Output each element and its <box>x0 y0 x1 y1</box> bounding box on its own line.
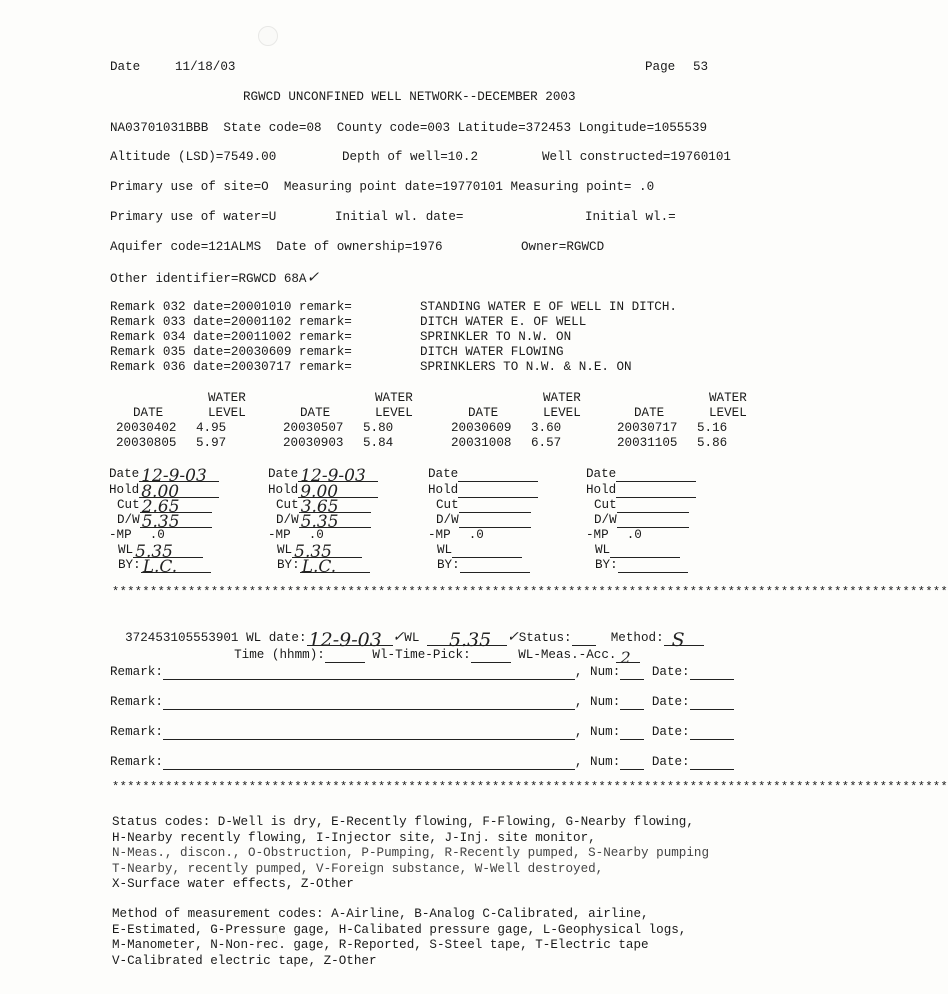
form-row-date <box>268 466 378 486</box>
remark-line: Remark: , Num: Date: <box>110 665 734 680</box>
date-input[interactable] <box>690 665 734 680</box>
column-header-level: LEVEL <box>709 406 747 420</box>
remark-line: Remark: , Num: Date: <box>110 755 734 770</box>
level-value: 5.80 <box>363 421 394 435</box>
level-date: 20030507 <box>283 421 344 435</box>
form-handwritten-hold: 9.00 <box>300 482 339 502</box>
form-row-date <box>586 467 696 482</box>
time-label: Time (hhmm): <box>234 648 325 662</box>
column-header-level: LEVEL <box>543 406 581 420</box>
date-label: Date: <box>651 725 690 739</box>
form-field-hold[interactable] <box>298 482 378 502</box>
form-row-dw <box>436 513 531 528</box>
form-mp-value: .0 <box>468 528 484 542</box>
form-field-hold[interactable] <box>616 483 696 498</box>
form-field-date[interactable] <box>458 467 538 482</box>
form-field-dw[interactable] <box>459 513 531 528</box>
form-row-dw <box>117 512 212 532</box>
form-label-hold: Hold <box>428 483 459 497</box>
method-code-line: Method of measurement codes: A-Airline, B-Analog C-Calibrated, airline, <box>112 907 649 921</box>
form-field-hold[interactable] <box>139 482 219 502</box>
check-mark: ✓ <box>392 629 405 645</box>
form-label-mp: -MP <box>268 528 291 542</box>
site-line-1: NA03701031BBB State code=08 County code=003 Latitude=372453 Longitude=1055539 <box>110 121 708 135</box>
check-mark: ✓ <box>306 268 320 286</box>
level-value: 5.84 <box>363 436 394 450</box>
header-page-label: Page <box>645 60 676 74</box>
form-label-wl: WL <box>118 543 134 557</box>
form-field-by[interactable] <box>460 558 530 573</box>
form-field-date[interactable] <box>139 466 219 486</box>
level-date: 20030805 <box>116 436 177 450</box>
status-code-line: X-Surface water effects, Z-Other <box>112 877 354 891</box>
remark-label: Remark: <box>110 755 163 769</box>
form-row-wl <box>437 543 522 558</box>
form-label-mp: -MP <box>109 528 132 542</box>
site-owner: Owner=RGWCD <box>521 240 605 254</box>
form-field-date[interactable] <box>616 467 696 482</box>
acc-handwritten: 2 <box>620 648 631 667</box>
status-code-line: T-Nearby, recently pumped, V-Foreign substance, W-Well destroyed, <box>112 861 604 876</box>
form-label-dw: D/W <box>594 513 617 527</box>
form-row-wl <box>277 542 362 562</box>
form-field-cut[interactable] <box>299 497 371 517</box>
num-input[interactable] <box>620 665 644 680</box>
column-header-water: WATER <box>208 391 246 405</box>
level-value: 5.16 <box>697 421 728 435</box>
remark-text: STANDING WATER E OF WELL IN DITCH. <box>420 300 677 314</box>
column-header-date: DATE <box>133 406 164 420</box>
remark-label: Remark: <box>110 665 163 679</box>
form-row-date <box>428 467 538 482</box>
remark-entry: Remark 035 date=20030609 remark= <box>110 345 352 359</box>
column-header-date: DATE <box>300 406 331 420</box>
remark-label: Remark: <box>110 725 163 739</box>
form-field-wl[interactable] <box>610 543 680 558</box>
form-handwritten-by: L.C. <box>301 557 337 577</box>
remark-text: DITCH WATER FLOWING <box>420 345 564 359</box>
form-field-cut[interactable] <box>140 497 212 517</box>
level-date: 20030402 <box>116 421 177 435</box>
acc-field[interactable] <box>616 648 640 667</box>
status-code-line: N-Meas., discon., O-Obstruction, P-Pumping, R-Recently pumped, S-Nearby pumping <box>112 846 710 860</box>
form-handwritten-cut: 3.65 <box>300 497 339 517</box>
form-row-by <box>595 558 688 573</box>
remark-text: DITCH WATER E. OF WELL <box>420 315 587 329</box>
column-header-date: DATE <box>468 406 499 420</box>
form-row-wl <box>118 542 203 562</box>
level-date: 20031008 <box>451 436 512 450</box>
column-header-water: WATER <box>709 391 747 405</box>
form-field-dw[interactable] <box>617 513 689 528</box>
form-row-dw <box>276 512 371 532</box>
form-mp-value: .0 <box>308 528 324 542</box>
remark-entry: Remark 034 date=20011002 remark= <box>110 330 352 344</box>
site-primary-use: Primary use of site=O Measuring point date=19770101 Measuring point= .0 <box>110 180 655 194</box>
form-label-date: Date <box>428 467 459 481</box>
num-label: Num: <box>590 725 621 739</box>
time-pick-label: Wl-Time-Pick: <box>372 648 471 662</box>
date-input[interactable] <box>690 725 734 740</box>
form-row-mp <box>428 528 484 543</box>
level-value: 4.95 <box>196 421 227 435</box>
remark-line: Remark: , Num: Date: <box>110 725 734 740</box>
form-label-hold: Hold <box>109 483 140 497</box>
form-field-wl[interactable] <box>452 543 522 558</box>
form-label-wl: WL <box>595 543 611 557</box>
form-mp-value: .0 <box>149 528 165 542</box>
form-handwritten-dw: 5.35 <box>300 512 339 532</box>
remark-entry: Remark 033 date=20001102 remark= <box>110 315 352 329</box>
form-row-mp <box>268 528 324 543</box>
separator-stars: ************************************************************************************************************** <box>112 780 948 794</box>
num-label: Num: <box>590 695 621 709</box>
form-field-dw[interactable] <box>140 512 212 532</box>
form-label-dw: D/W <box>117 513 140 527</box>
remark-entry: Remark 032 date=20001010 remark= <box>110 300 352 314</box>
remark-input[interactable] <box>163 695 575 710</box>
form-label-date: Date <box>109 467 140 481</box>
form-label-cut: Cut <box>594 498 617 512</box>
wl-label: WL <box>404 631 420 645</box>
form-row-hold <box>268 482 378 502</box>
site-other-id <box>110 270 319 287</box>
form-row-cut <box>436 498 531 513</box>
check-mark: ✓ <box>506 629 519 645</box>
form-field-by[interactable] <box>141 557 211 577</box>
form-row-hold <box>428 483 538 498</box>
form-field-dw[interactable] <box>299 512 371 532</box>
page-title: RGWCD UNCONFINED WELL NETWORK--DECEMBER 2003 <box>243 90 576 104</box>
header-date-label: Date <box>110 60 141 74</box>
site-depth: Depth of well=10.2 <box>342 150 479 164</box>
remark-line: Remark: , Num: Date: <box>110 695 734 710</box>
date-label: Date: <box>651 695 690 709</box>
method-code-line: E-Estimated, G-Pressure gage, H-Calibated pressure gage, L-Geophysical logs, <box>112 922 687 937</box>
num-input[interactable] <box>620 725 644 740</box>
wl-date-handwritten: 12-9-03 <box>308 629 382 651</box>
site-initial-date: Initial wl. date= <box>335 210 464 224</box>
remark-entry: Remark 036 date=20030717 remark= <box>110 360 352 374</box>
form-field-cut[interactable] <box>617 498 689 513</box>
form-label-wl: WL <box>437 543 453 557</box>
num-label: Num: <box>590 665 621 679</box>
form-field-wl[interactable] <box>133 542 203 562</box>
wl-handwritten: 5.35 <box>448 629 492 651</box>
site-altitude: Altitude (LSD)=7549.00 <box>110 150 277 164</box>
form-label-date: Date <box>586 467 617 481</box>
column-header-date: DATE <box>634 406 665 420</box>
form-handwritten-date: 12-9-03 <box>141 466 207 486</box>
method-code-line: M-Manometer, N-Non-rec. gage, R-Reported, S-Steel tape, T-Electric tape <box>112 938 649 952</box>
remark-label: Remark: <box>110 695 163 709</box>
site-aquifer: Aquifer code=121ALMS Date of ownership=1976 <box>110 240 443 254</box>
status-code-line: Status codes: D-Well is dry, E-Recently flowing, F-Flowing, G-Nearby flowing, <box>112 815 694 829</box>
form-row-by <box>118 557 211 577</box>
num-label: Num: <box>590 755 621 769</box>
wl-date-label: WL date: <box>246 631 307 645</box>
form-row-wl <box>595 543 680 558</box>
date-label: Date: <box>651 665 690 679</box>
header-page-value: 53 <box>693 60 709 74</box>
remark-text: SPRINKLER TO N.W. ON <box>420 330 572 344</box>
form-handwritten-dw: 5.35 <box>141 512 180 532</box>
num-input[interactable] <box>620 695 644 710</box>
level-date: 20030609 <box>451 421 512 435</box>
form-label-mp: -MP <box>428 528 451 542</box>
punch-hole <box>258 26 278 46</box>
level-value: 5.97 <box>196 436 227 450</box>
site-constructed: Well constructed=19760101 <box>542 150 731 164</box>
form-handwritten-cut: 2.65 <box>141 497 180 517</box>
form-field-wl[interactable] <box>292 542 362 562</box>
form-label-wl: WL <box>277 543 293 557</box>
level-value: 6.57 <box>531 436 562 450</box>
form-row-by <box>277 557 370 577</box>
form-row-mp <box>109 528 165 543</box>
status-label: Status: <box>518 631 572 645</box>
site-water-use: Primary use of water=U <box>110 210 277 224</box>
form-field-by[interactable] <box>618 558 688 573</box>
form-mp-value: .0 <box>626 528 642 542</box>
method-code-line: V-Calibrated electric tape, Z-Other <box>112 953 377 968</box>
acc-label: WL-Meas.-Acc. <box>518 648 617 662</box>
form-label-dw: D/W <box>276 513 299 527</box>
form-row-hold <box>109 482 219 502</box>
form-field-date[interactable] <box>298 466 378 486</box>
form-handwritten-hold: 8.00 <box>141 482 180 502</box>
date-input[interactable] <box>690 695 734 710</box>
form-row-date <box>109 466 219 486</box>
form-label-by: BY: <box>595 558 618 572</box>
level-date: 20031105 <box>617 436 678 450</box>
form-label-hold: Hold <box>586 483 617 497</box>
level-value: 5.86 <box>697 436 728 450</box>
method-handwritten: S <box>671 629 685 651</box>
form-label-by: BY: <box>277 558 300 572</box>
status-code-line: H-Nearby recently flowing, I-Injector site, J-Inj. site monitor, <box>112 830 596 845</box>
form-row-cut <box>594 498 689 513</box>
form-field-hold[interactable] <box>458 483 538 498</box>
level-date: 20030717 <box>617 421 678 435</box>
form-field-cut[interactable] <box>459 498 531 513</box>
column-header-water: WATER <box>375 391 413 405</box>
form-label-cut: Cut <box>276 498 299 512</box>
separator-stars: ************************************************************************************************************** <box>112 585 948 599</box>
form-handwritten-by: L.C. <box>142 557 178 577</box>
method-label: Method: <box>610 631 664 645</box>
date-label: Date: <box>651 755 690 769</box>
header-date-value: 11/18/03 <box>175 60 236 74</box>
num-input[interactable] <box>620 755 644 770</box>
form-row-cut <box>276 497 371 517</box>
form-label-date: Date <box>268 467 299 481</box>
form-row-hold <box>586 483 696 498</box>
other-identifier: Other identifier=RGWCD 68A <box>110 272 307 286</box>
form-label-by: BY: <box>118 558 141 572</box>
form-field-by[interactable] <box>300 557 370 577</box>
remark-input[interactable] <box>163 725 575 740</box>
form-handwritten-wl: 5.35 <box>135 542 173 562</box>
remark-input[interactable] <box>163 755 575 770</box>
column-header-level: LEVEL <box>208 406 246 420</box>
remark-input[interactable] <box>163 665 575 680</box>
method-field[interactable] <box>664 629 704 651</box>
time-pick-field[interactable] <box>471 648 511 663</box>
form-label-dw: D/W <box>436 513 459 527</box>
date-input[interactable] <box>690 755 734 770</box>
remark-text: SPRINKLERS TO N.W. & N.E. ON <box>420 360 632 374</box>
form-handwritten-wl: 5.35 <box>294 542 332 562</box>
form-row-dw <box>594 513 689 528</box>
site-initial-wl: Initial wl.= <box>585 210 676 224</box>
time-field[interactable] <box>325 648 365 663</box>
form-label-hold: Hold <box>268 483 299 497</box>
column-header-level: LEVEL <box>375 406 413 420</box>
form-label-cut: Cut <box>436 498 459 512</box>
form-row-mp <box>586 528 642 543</box>
form-label-cut: Cut <box>117 498 140 512</box>
level-value: 3.60 <box>531 421 562 435</box>
level-date: 20030903 <box>283 436 344 450</box>
form-row-by <box>437 558 530 573</box>
form-label-by: BY: <box>437 558 460 572</box>
site-id: 372453105553901 <box>125 631 239 645</box>
form-handwritten-date: 12-9-03 <box>300 466 366 486</box>
form-label-mp: -MP <box>586 528 609 542</box>
form-row-cut <box>117 497 212 517</box>
column-header-water: WATER <box>543 391 581 405</box>
